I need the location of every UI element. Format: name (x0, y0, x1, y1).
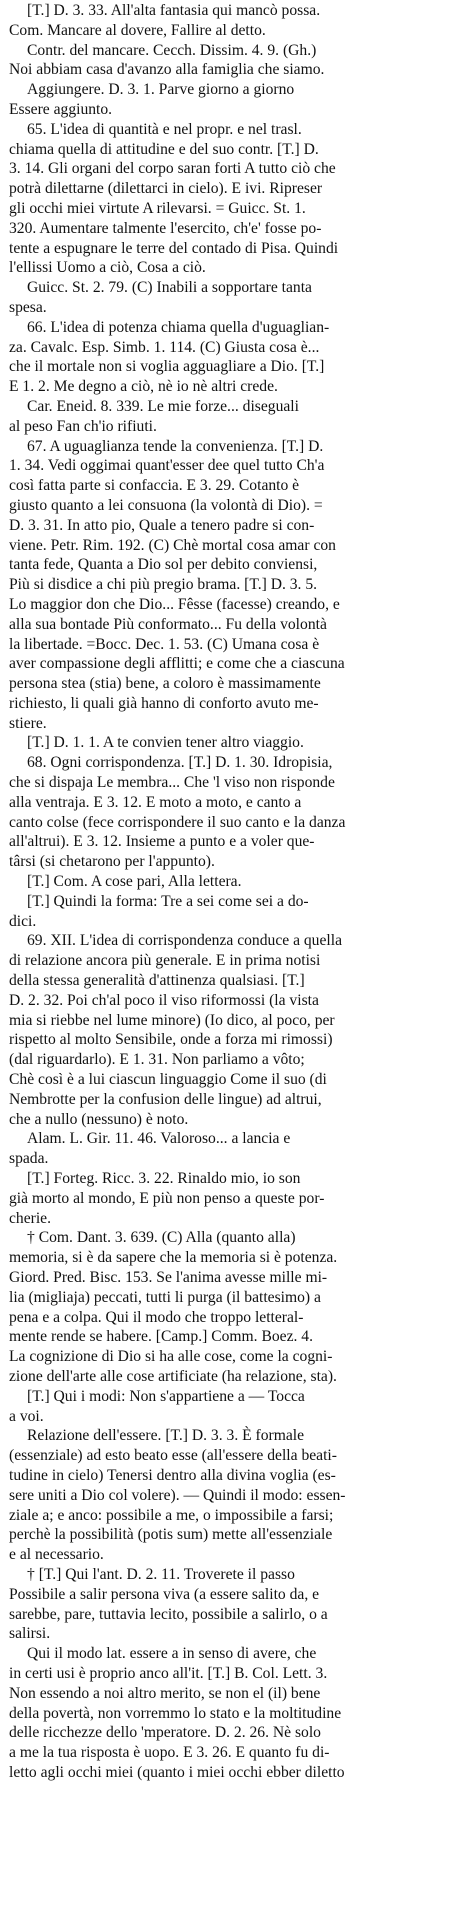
text-line: [T.] Com. A cose pari, Alla lettera. (27, 873, 242, 891)
text-line: così fatta parte si confaccia. E 3. 29. Cotanto è (9, 477, 300, 495)
text-line: D. 3. 31. In atto pio, Quale a tenero padre si con- (9, 516, 315, 534)
text-line: al peso Fan ch'io rifiuti. (9, 417, 157, 435)
text-line: Qui il modo lat. essere a in senso di avere, che (27, 1645, 317, 1663)
text-line: a voi. (9, 1407, 44, 1425)
text-line: l'ellissi Uomo a ciò, Cosa a ciò. (9, 259, 206, 277)
text-line: a me la tua risposta è uopo. E 3. 26. E quanto fu di- (9, 1744, 330, 1762)
text-line: tudine in cielo) Tenersi dentro alla divina voglia (es- (9, 1466, 336, 1484)
text-line: Lo maggior don che Dio... Fêsse (facesse) creando, e (9, 595, 340, 613)
text-line: [T.] D. 3. 33. All'alta fantasia qui mancò possa. (27, 2, 321, 19)
text-line: 66. L'idea di potenza chiama quella d'uguaglian- (27, 318, 330, 336)
text-line: mia si riebbe nel lume minore) (Io dico, al poco, per (9, 1011, 335, 1029)
text-line: 320. Aumentare talmente l'esercito, ch'e' fosse po- (9, 219, 322, 237)
text-line: tente a espugnare le terre del contado di Pisa. Quindi (9, 239, 339, 257)
text-line: richiesto, li quali già hanno di conforto avuto me- (9, 694, 319, 712)
text-line: in certi usi è proprio anco all'it. [T.] B. Col. Lett. 3. (9, 1664, 328, 1682)
text-line: pena e a colpa. Qui il modo che troppo letteral- (9, 1308, 304, 1326)
text-line: aver compassione degli afflitti; e come che a ciascuna (9, 655, 345, 673)
text-line: che si dispaja Le membra... Che 'l viso non risponde (9, 774, 335, 792)
text-line: 1. 34. Vedi oggimai quant'esser dee quel tutto Ch'a (9, 457, 325, 475)
text-line: [T.] Qui i modi: Non s'appartiene a — Tocca (27, 1387, 305, 1405)
text-line: (essenziale) ad esto beato esse (all'essere della beati- (9, 1447, 337, 1465)
text-line: spada. (9, 1150, 49, 1168)
text-line: za. Cavalc. Esp. Simb. 1. 114. (C) Giusta cosa è... (9, 338, 320, 356)
text-line: Più si disdice a chi più pregio brama. [T.] D. 3. 5. (9, 576, 318, 594)
text-line: cherie. (9, 1209, 51, 1227)
text-line: † Com. Dant. 3. 639. (C) Alla (quanto alla) (27, 1229, 296, 1247)
text-line: viene. Petr. Rim. 192. (C) Chè mortal cosa amar con (9, 536, 336, 554)
text-line: alla sua bontade Più conformato... Fu della volontà (9, 615, 327, 633)
text-line: 69. XII. L'idea di corrispondenza conduce a quella (27, 932, 342, 950)
text-line: 67. A uguaglianza tende la convenienza. [T.] D. (27, 437, 324, 455)
text-line: letto agli occhi miei (quanto i miei occhi ebber diletto (9, 1763, 345, 1781)
text-line: persona stea (stia) bene, a coloro è massimamente (9, 675, 321, 693)
text-line: salirsi. (9, 1625, 51, 1643)
text-line: sere uniti a Dio col volere). — Quindi il modo: essen- (9, 1486, 346, 1504)
text-line: memoria, si è da sapere che la memoria si è potenza. (9, 1249, 338, 1267)
text-line: gli occhi miei virtute A rilevarsi. = Guicc. St. 1. (9, 199, 306, 217)
text-line: târsi (si chetarono per l'appunto). (9, 853, 215, 871)
text-line: [T.] Forteg. Ricc. 3. 22. Rinaldo mio, io son (27, 1170, 301, 1188)
text-line: 3. 14. Gli organi del corpo saran forti A tutto ciò che (9, 160, 336, 178)
text-line: Relazione dell'essere. [T.] D. 3. 3. È formale (27, 1427, 305, 1445)
text-line: ziale a; e anco: possibile a me, o impossibile a farsi; (9, 1506, 334, 1524)
text-line: Alam. L. Gir. 11. 46. Valoroso... a lancia e (27, 1130, 291, 1148)
text-line: spesa. (9, 298, 47, 316)
text-line: Giord. Pred. Bisc. 153. Se l'anima avesse mille mi- (9, 1269, 328, 1286)
text-line: [T.] D. 1. 1. A te convien tener altro viaggio. (27, 734, 304, 752)
text-line: giusto quanto a lei consuona (la volontà di Dio). = (9, 496, 323, 514)
text-line: La cognizione di Dio si ha alle cose, come la cogni- (9, 1348, 333, 1366)
text-line: che a nullo (nessuno) è noto. (9, 1110, 189, 1128)
text-line: della stessa generalità d'attinenza qualsiasi. [T.] (9, 972, 305, 990)
text-line: Car. Eneid. 8. 339. Le mie forze... diseguali (27, 397, 299, 415)
text-line: che il mortale non si voglia agguagliare a Dio. [T.] (9, 358, 325, 376)
text-line: lia (migliaja) peccati, tutti li purga (il battesimo) a (9, 1288, 321, 1306)
text-line: E 1. 2. Me degno a ciò, nè io nè altri crede. (9, 378, 278, 396)
text-line: sarebbe, pare, tuttavia lecito, possibile a salirlo, o a (9, 1605, 328, 1623)
text-line: all'altrui). E 3. 12. Insieme a punto e a voler que- (9, 833, 315, 851)
text-line: [T.] Quindi la forma: Tre a sei come sei a do- (27, 892, 309, 910)
text-line: Contr. del mancare. Cecch. Dissim. 4. 9. (Gh.) (27, 41, 317, 59)
text-line: Essere aggiunto. (9, 100, 113, 118)
text-line: Nembrotte per la confusion delle lingue) ad altrui, (9, 1090, 322, 1108)
text-line: Non essendo a noi altro merito, se non el (il) bene (9, 1684, 321, 1702)
text-line: delle ricchezze dello 'mperatore. D. 2. 26. Nè solo (9, 1724, 321, 1742)
text-line: dici. (9, 912, 37, 930)
text-line: Aggiungere. D. 3. 1. Parve giorno a giorno (27, 81, 295, 99)
text-line: mente rende se habere. [Camp.] Comm. Boez. 4. (9, 1328, 313, 1346)
text-line: 68. Ogni corrispondenza. [T.] D. 1. 30. Idropisia, (27, 754, 333, 772)
text-line: tanta fede, Quanta a Dio sol per debito conviensi, (9, 556, 318, 574)
text-line: di relazione ancora più generale. E in prima notisi (9, 952, 321, 970)
text-line: chiama quella di attitudine e del suo contr. [T.] D. (9, 140, 319, 158)
text-line: potrà dilettarne (dilettarci in cielo). E ivi. Ripreser (9, 180, 323, 198)
text-line: la libertade. =Bocc. Dec. 1. 53. (C) Umana cosa è (9, 635, 320, 653)
text-line: Com. Mancare al dovere, Fallire al detto. (9, 21, 266, 39)
text-line: già morto al mondo, E più non penso a queste por- (9, 1189, 325, 1207)
text-line: (dal riguardarlo). E 1. 31. Non parliamo a vôto; (9, 1051, 305, 1069)
text-line: † [T.] Qui l'ant. D. 2. 11. Troverete il passo (27, 1565, 295, 1583)
text-line: perchè la possibilità (potis sum) mette all'essenziale (9, 1526, 333, 1544)
text-line: rispetto al molto Sensibile, onde a forza mi rimossi) (9, 1031, 333, 1049)
text-line: della povertà, non vorremmo lo stato e la moltitudine (9, 1704, 342, 1722)
text-line: Guicc. St. 2. 79. (C) Inabili a sopportare tanta (27, 279, 312, 297)
text-line: stiere. (9, 714, 47, 732)
text-line: zione dell'arte alle cose artificiate (ha relazione, sta). (9, 1367, 337, 1385)
text-line: D. 2. 32. Poi ch'al poco il viso riformossi (la vista (9, 991, 319, 1009)
text-line: alla ventraja. E 3. 12. E moto a moto, e canto a (9, 793, 302, 811)
text-line: Noi abbiam casa d'avanzo alla famiglia che siamo. (9, 61, 325, 79)
text-line: e al necessario. (9, 1546, 104, 1564)
text-line: Possibile a salir persona viva (a essere salito da, e (9, 1585, 320, 1603)
text-line: canto colse (fece corrispondere il suo canto e la danza (9, 813, 346, 831)
text-line: Chè così è a lui ciascun linguaggio Come il suo (di (9, 1071, 327, 1089)
text-line: 65. L'idea di quantità e nel propr. e nel trasl. (27, 120, 302, 138)
